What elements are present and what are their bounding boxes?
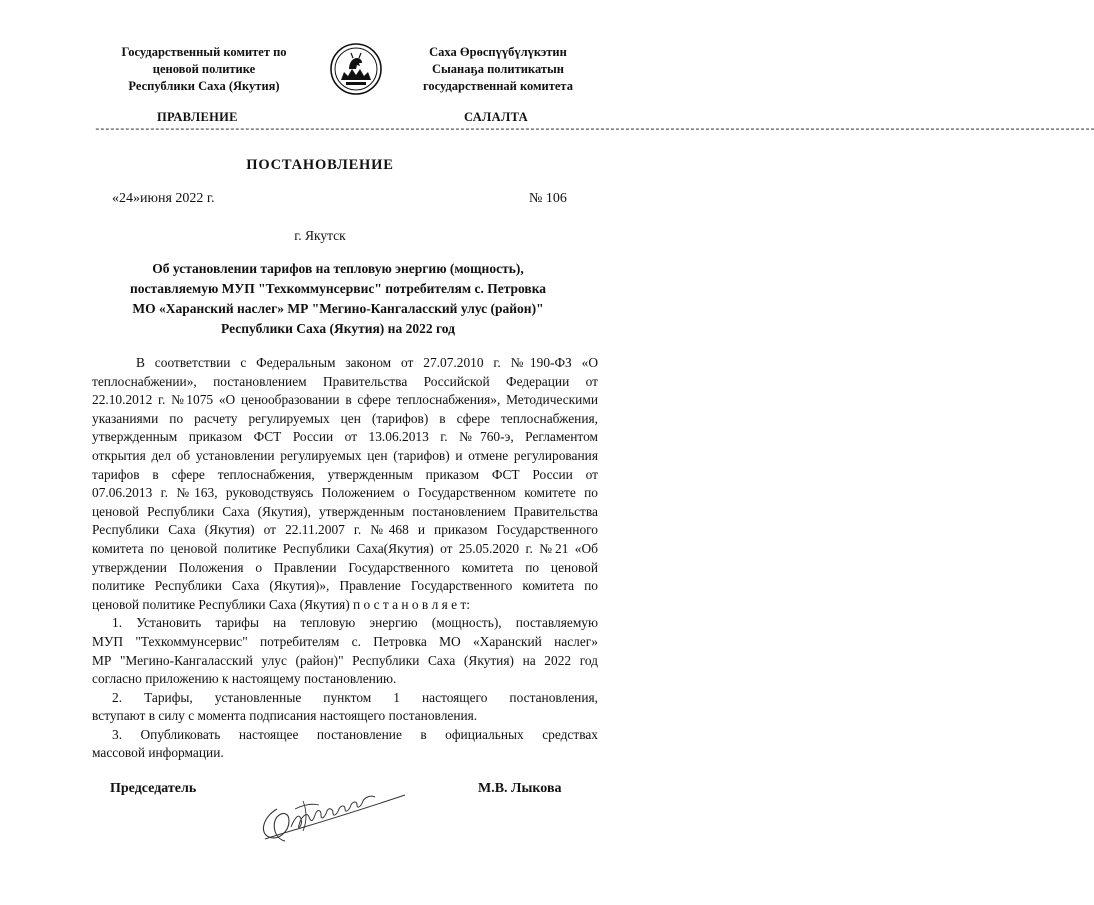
item-1-line: МР "Мегино-Кангаласский улус (район)" Республики Саха (Якутия) на 2022 год	[92, 652, 598, 668]
document-city: г. Якутск	[294, 228, 346, 243]
subject-line: Республики Саха (Якутия) на 2022 год	[221, 321, 455, 336]
preamble-line: утверждении Положения о Правлении Государственного комитета по ценовой	[92, 559, 598, 575]
document-subject	[100, 259, 576, 339]
handwritten-signature	[255, 787, 415, 847]
preamble-line: открытия дел об установлении регулируемых цен (тарифов) и отмене регулирования	[92, 447, 598, 463]
preamble-line: ценовой Республики Саха (Якутия), утвержденным постановлением Правительства	[92, 503, 598, 519]
header-divider: --------------------------------------------------------------------------------------------------------------------------------------------------------------------------------------------------------	[94, 124, 1094, 136]
preamble-line: утвержденным приказом ФСТ России от 13.06.2013 г. №760-э, Регламентом	[92, 429, 598, 445]
preamble-line: политике Республики Саха (Якутия)», Правление Государственного комитета по	[92, 578, 598, 594]
document-date: «24»июня 2022 г.	[112, 191, 215, 206]
item-1-line: 1. Установить тарифы на тепловую энергию (мощность), поставляемую	[112, 615, 598, 631]
committee-line: государственнай комитета	[423, 79, 573, 93]
committee-line: Республики Саха (Якутия)	[128, 79, 280, 93]
committee-line: Государственный комитет по	[121, 45, 287, 59]
committee-name-russian	[98, 44, 310, 95]
committee-line: Сыанаҕа политикатын	[432, 62, 564, 76]
preamble-line: теплоснабжении», постановлением Правительства Российской Федерации от	[92, 373, 598, 389]
preamble-line: ценовой политике Республики Саха (Якутия) п о с т а н о в л я е т:	[92, 596, 470, 612]
preamble-line: 22.10.2012 г. №1075 «О ценообразовании в сфере теплоснабжения», Методическими	[92, 392, 598, 408]
document-body	[92, 354, 598, 763]
item-1-line: МУП "Техкоммунсервис" потребителям с. Петровка МО «Харанский наслег»	[92, 633, 598, 649]
item-2-line: 2. Тарифы, установленные пунктом 1 настоящего постановления,	[112, 689, 598, 705]
preamble-line: указаниями по расчету регулируемых цен (тарифов) в сфере теплоснабжения,	[92, 410, 598, 426]
board-label-russian: ПРАВЛЕНИЕ	[157, 110, 238, 124]
item-3-line: массовой информации.	[92, 745, 224, 761]
document-title: ПОСТАНОВЛЕНИЕ	[246, 157, 394, 173]
preamble-line: тарифов в сфере теплоснабжения, утвержденным приказом ФСТ России от	[92, 466, 598, 482]
board-label-yakut: САЛАЛТА	[464, 110, 528, 124]
subject-line: поставляемую МУП "Техкоммунсервис" потребителям с. Петровка	[129, 281, 547, 296]
subject-line: Об установлении тарифов на тепловую энергию (мощность),	[152, 261, 524, 276]
item-3-line: 3. Опубликовать настоящее постановление в официальных средствах	[112, 726, 598, 742]
document-number: № 106	[529, 191, 567, 206]
preamble-line: 07.06.2013 г. №163, руководствуясь Положением о Государственном комитете по	[92, 485, 598, 501]
item-1-line: согласно приложению к настоящему постановлению.	[92, 671, 397, 687]
chair-label: Председатель	[110, 781, 197, 796]
item-2-line: вступают в силу с момента подписания настоящего постановления.	[92, 708, 478, 724]
yakutia-coat-of-arms-icon	[329, 42, 383, 96]
committee-line: ценовой политике	[152, 62, 256, 76]
committee-name-yakut	[402, 44, 594, 95]
signer-name: М.В. Лыкова	[478, 781, 562, 796]
preamble-line: комитета по ценовой политике Республики Саха(Якутия) от 25.05.2020 г. №21 «Об	[92, 540, 598, 556]
subject-line: МО «Харанский наслег» МР "Мегино-Кангаласский улус (район)"	[132, 301, 544, 316]
preamble-line: Республики Саха (Якутия) от 22.11.2007 г. №468 и приказом Государственного	[92, 522, 598, 538]
preamble-line: В соответствии с Федеральным законом от 27.07.2010 г. №190-ФЗ «О	[136, 355, 598, 370]
committee-line: Саха Өрөспүүбүлүкэтин	[429, 45, 567, 59]
